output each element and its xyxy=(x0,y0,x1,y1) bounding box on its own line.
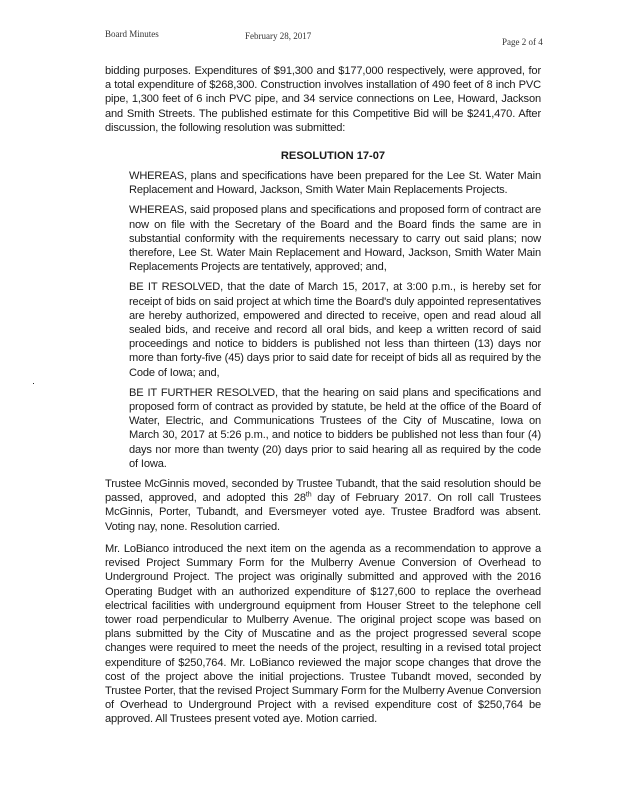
resolution-block xyxy=(129,169,541,471)
motion-text-start: Trustee McGinnis moved, seconded by Trustee Tubandt, that the said resolution should be passed, approved, and adopted this 28 xyxy=(105,478,541,505)
ordinal-superscript: th xyxy=(305,491,312,499)
header-date: February 28, 2017 xyxy=(245,31,312,41)
header-document-title: Board Minutes xyxy=(105,29,159,39)
resolution-title: RESOLUTION 17-07 xyxy=(280,150,386,163)
resolution-be-it-further-resolved: BE IT FURTHER RESOLVED, that the hearing on said plans and specifications and proposed form of contract as provided by statute, be held at the office of the Board of Water, Electric, and Communications Trustees of the City of Muscatine, Iowa on March 30, 2017 at 5:26 p.m., and notice to bidders be published not less than four (4) days nor more than twenty (20) days prior to said hearing all as required by the code of Iowa. xyxy=(129,386,541,470)
page-body xyxy=(105,64,541,727)
lobianco-paragraph: Mr. LoBianco introduced the next item on the agenda as a recommendation to approve a revised Project Summary Form for the Mulberry Avenue Conversion of Overhead to Underground Project. The project was originally submitted and approved with the 2016 Operating Budget with an authorized expenditure of $127,600 to replace the overhead electrical facilities with underground equipment from Houser Street to the telephone cell tower road perpendicular to Mulberry Avenue. The original project scope was based on plans submitted by the City of Muscatine and as the project progressed several scope changes were required to meet the needs of the project, resulting in a revised total project expenditure of $250,764. Mr. LoBianco reviewed the major scope changes that drove the cost of the project above the initial projections. Trustee Tubandt moved, seconded by Trustee Porter, that the revised Project Summary Form for the Mulberry Avenue Conversion of Overhead to Underground Project with a revised expenditure cost of $250,764 be approved. All Trustees present voted aye. Motion carried. xyxy=(105,542,541,726)
scan-artifact-dot xyxy=(33,383,34,384)
resolution-whereas-2: WHEREAS, said proposed plans and specifications and proposed form of contract are now on file with the Secretary of the Board and the Board finds the same are in substantial conformity with the requirements necessary to carry out said plans; now therefore, Lee St. Water Main Replacement and Howard, Jackson, Smith Water Main Replacements Projects are tentatively, approved; and, xyxy=(129,204,541,274)
resolution-be-it-resolved: BE IT RESOLVED, that the date of March 15, 2017, at 3:00 p.m., is hereby set for receipt of bids on said project at which time the Board's duly appointed representatives are hereby authorized, empowered and directed to receive, open and read aloud all sealed bids, and receive and record all oral bids, and keep a written record of said proceedings and notice to bidders is published not less than thirteen (13) days nor more than forty-five (45) days prior to said date for receipt of bids all as required by the Code of Iowa; and, xyxy=(129,281,541,379)
resolution-whereas-1: WHEREAS, plans and specifications have been prepared for the Lee St. Water Main Replacement and Howard, Jackson, Smith Water Main Replacements Projects. xyxy=(129,170,541,197)
motion-text-end: day of February 2017. On roll call Trustees McGinnis, Porter, Tubandt, and Eversmeyer voted aye. Trustee Bradford was absent. Voting nay, none. Resolution carried. xyxy=(105,492,541,533)
intro-paragraph: bidding purposes. Expenditures of $91,300 and $177,000 respectively, were approved, for a total expenditure of $268,300. Construction involves installation of 490 feet of 8 inch PVC pipe, 1,300 feet of 6 inch PVC pipe, and 34 service connections on Lee, Howard, Jackson and Smith Streets. The published estimate for this Competitive Bid will be $241,470. After discussion, the following resolution was submitted: xyxy=(105,65,541,134)
header-page-number: Page 2 of 4 xyxy=(502,37,543,47)
motion-paragraph xyxy=(105,477,541,534)
